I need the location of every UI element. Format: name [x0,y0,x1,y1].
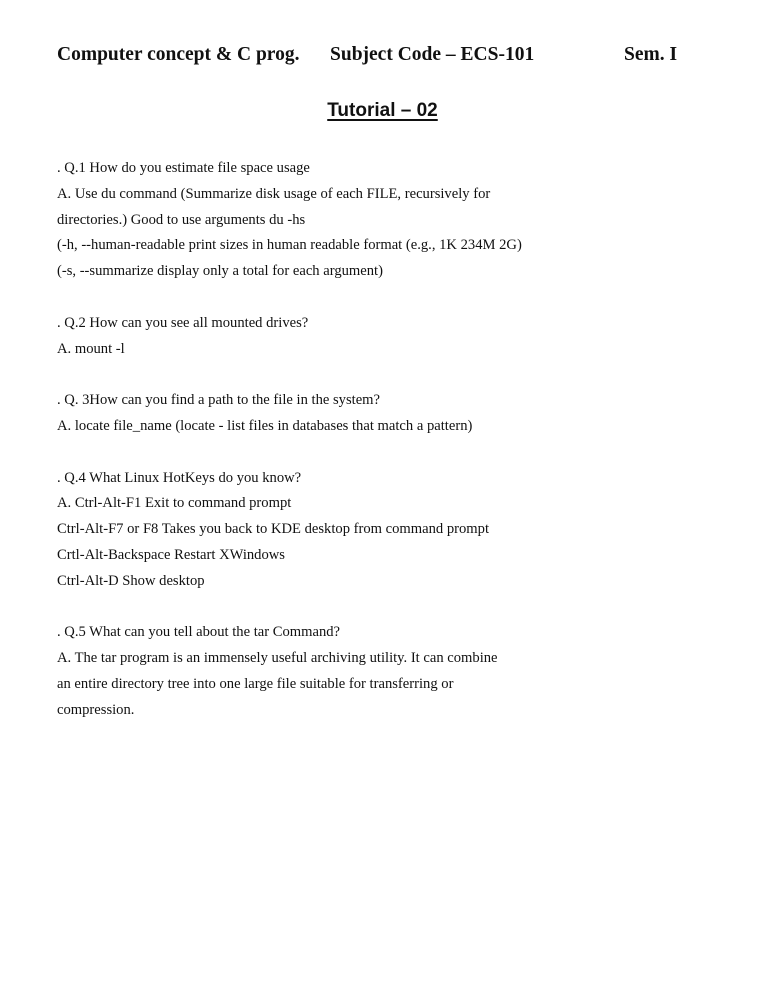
answer-5-line-3: compression. [57,701,135,718]
answer-4-line-1: A. Ctrl-Alt-F1 Exit to command prompt [57,495,292,512]
question-1: . Q.1 How do you estimate file space usage [57,160,310,176]
question-2: . Q.2 How can you see all mounted drives? [57,314,309,331]
course-name: Computer concept & C prog. [57,44,300,65]
qa-block-1 [57,156,737,285]
answer-1-line-3: (-h, --human-readable print sizes in human readable format (e.g., 1K 234M 2G) [57,237,522,254]
answer-5-line-2: an entire directory tree into one large file suitable for transferring or [57,675,454,692]
question-3: . Q. 3How can you find a path to the file in the system? [57,392,381,409]
tutorial-title-container [0,100,765,122]
qa-block-3 [57,388,737,440]
qa-block-4 [57,466,737,595]
spacer [57,285,737,311]
question-5: . Q.5 What can you tell about the tar Command? [57,624,341,641]
answer-1-line-2: directories.) Good to use arguments du -hs [57,211,306,228]
spacer [57,440,737,466]
spacer [57,595,737,621]
qa-block-2 [57,311,737,363]
answer-5-line-1: A. The tar program is an immensely useful archiving utility. It can combine [57,650,498,667]
subject-code: Subject Code – ECS-101 [330,44,535,65]
spacer [57,362,737,388]
qa-block-5 [57,620,737,723]
question-4: . Q.4 What Linux HotKeys do you know? [57,469,302,486]
answer-2-line-1: A. mount -l [57,340,125,357]
answer-4-line-2: Ctrl-Alt-F7 or F8 Takes you back to KDE desktop from command prompt [57,521,490,538]
document-header [57,44,697,70]
tutorial-title: Tutorial – 02 [327,100,438,121]
answer-3-line-1: A. locate file_name (locate - list files in databases that match a pattern) [57,417,473,434]
document-body [57,156,737,724]
answer-1-line-1: A. Use du command (Summarize disk usage of each FILE, recursively for [57,185,491,202]
answer-4-line-3: Crtl-Alt-Backspace Restart XWindows [57,546,285,563]
answer-4-line-4: Ctrl-Alt-D Show desktop [57,572,205,589]
answer-1-line-4: (-s, --summarize display only a total for each argument) [57,263,383,280]
semester: Sem. I [624,44,678,65]
